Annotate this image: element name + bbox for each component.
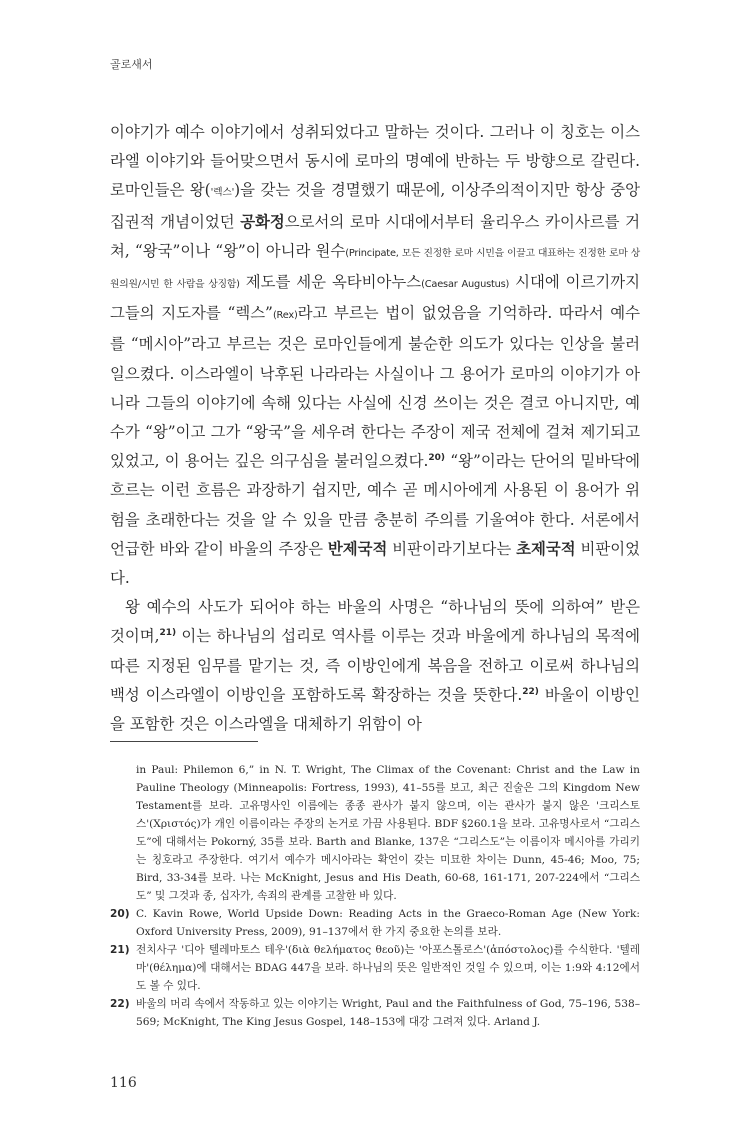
paragraph-1 [110,118,640,593]
small-text: (Rex) [272,310,298,322]
paragraph-2 [110,593,640,739]
text-run: 바울이 이방인을 포함한 것은 이스라엘을 대체하기 위함이 아 [110,685,640,734]
footnote-number: 20) [110,908,130,920]
text-run: 비판이라기보다는 [387,539,517,558]
footnote-ref: 21) [159,628,177,639]
footnote [110,941,640,995]
footnote-text: C. Kavin Rowe, World Upside Down: Reading Acts in the Graeco-Roman Age (New York: Oxford University Press, 2009), 91–137에서 한 가지 중요한 논의를 보라. [136,908,640,938]
running-header: 골로새서 [110,58,153,71]
text-run: 비판이었다. [110,539,640,588]
footnote [110,905,640,941]
footnote-text: in Paul: Philemon 6,” in N. T. Wright, The Climax of the Covenant: Christ and the Law in Pauline Theology (Minneapolis: Fortress, 1993), 41–55를 보고, 최근 진술은 그의 Kingdom New Testament를 보라. 고유명사인 이름에는 종종 관사가 붙지 않으며, 이는 관사가 붙지 않은 '크리스토스'(Χριστός)가 개인 이름이라는 주장의 논거로 가끔 사용된다. BDF §260.1을 보라. 고유명사로서 “그리스도”에 대해서는 Pokorný, 35를 보라. Barth and Blanke, 137은 “그리스도”는 이름이자 메시아를 가리키는 칭호라고 주장한다. 여기서 예수가 메시아라는 확언이 갖는 미묘한 차이는 Dunn, 45-46; Moo, 75; Bird, 33-34를 보라. 나는 McKnight, Jesus and His Death, 60-68, 161-171, 207-224에서 “그리스도” 및 그것과 종, 십자가, 속죄의 관계를 고찰한 바 있다. [136,764,640,902]
footnote-ref: 20) [428,453,446,464]
text-run: 이는 하나님의 섭리로 역사를 이루는 것과 바울에게 하나님의 목적에 따른 지정된 임무를 맡기는 것, 즉 이방인에게 복음을 전하고 이로써 하나님의 백성 이스라엘이 이방인을 포함하도록 확장하는 것을 뜻한다. [110,627,640,704]
text-run: )을 갖는 것을 경멸했기 때문에, 이상주의적이지만 항상 중앙집권적 개념이었던 [110,181,640,231]
small-text: '렉스' [210,187,235,199]
footnote-ref: 22) [522,686,539,697]
footnote-number: 22) [110,998,130,1010]
footnote [110,995,640,1031]
emphasis-text: 초제국적 [516,539,576,558]
text-run: 왕 예수의 사도가 되어야 하는 바울의 사명은 “하나님의 뜻에 의하여” 받은 것이며, [110,598,640,646]
text-run: 라고 부르는 법이 없었음을 기억하라. 따라서 예수를 “메시아”라고 부르는 것은 로마인들에게 불순한 의도가 있다는 인상을 불러일으켰다. 이스라엘이 낙후된 나라라는 사실이나 그 용어가 로마의 이야기가 아니라 그들의 이야기에 속해 있다는 사실에 신경 쓰이는 것은 결코 아니지만, 예수가 “왕”이고 그가 “왕국”을 세우려 한다는 주장이 제국 전체에 걸쳐 제기되고 있었고, 이 용어는 깊은 의구심을 불러일으켰다. [110,304,641,471]
footnote-text: 전치사구 '디아 텔레마토스 테우'(διὰ θελήματος θεοῦ)는 '아포스톨로스'(ἀπόστολος)를 수식한다. '텔레마'(θέλημα)에 대해서는 BDAG 447을 보라. 하나님의 뜻은 일반적인 것일 수 있으며, 이는 1:9와 4:12에서도 볼 수 있다. [136,944,640,992]
emphasis-text: 공화정 [240,212,285,231]
page-number: 116 [110,1075,137,1091]
text-run: “왕”이라는 단어의 밑바닥에 흐르는 이런 흐름은 과장하기 쉽지만, 예수 곧 메시아에게 사용된 이 용어가 위험을 초래한다는 것을 알 수 있을 만큼 충분히 주의를 기울여야 한다. 서론에서 언급한 바와 같이 바울의 주장은 [110,452,640,558]
footnotes [110,761,640,1031]
text-run: 시대에 이르기까지 그들의 지도자를 “렉스” [110,273,640,323]
emphasis-text: 반제국적 [327,539,388,558]
text-run: 으로서의 로마 시대에서부터 율리우스 카이사르를 거쳐, “왕국”이나 “왕”이 아니라 원수 [110,212,640,260]
footnote [110,761,640,905]
text-run: 제도를 세운 옥타비아누스 [239,273,422,292]
text-run: 이야기가 예수 이야기에서 성취되었다고 말하는 것이다. 그러나 이 칭호는 이스라엘 이야기와 들어맞으면서 동시에 로마의 명예에 반하는 두 방향으로 갈린다. 로마인들은 왕( [110,123,640,200]
main-text [110,118,640,739]
footnote-separator [110,741,258,742]
small-text: (Principate, 모든 진정한 로마 시민을 이끌고 대표하는 진정한 로마 상원의원/시민 한 사람을 상징함) [110,247,640,291]
footnote-text: 바울의 머리 속에서 작동하고 있는 이야기는 Wright, Paul and the Faithfulness of God, 75–196, 538–569; McKnight, The King Jesus Gospel, 148–153에 대강 그려져 있다. Arland J. [136,998,640,1028]
footnote-number: 21) [110,944,130,956]
small-text: (Caesar Augustus) [421,279,510,291]
